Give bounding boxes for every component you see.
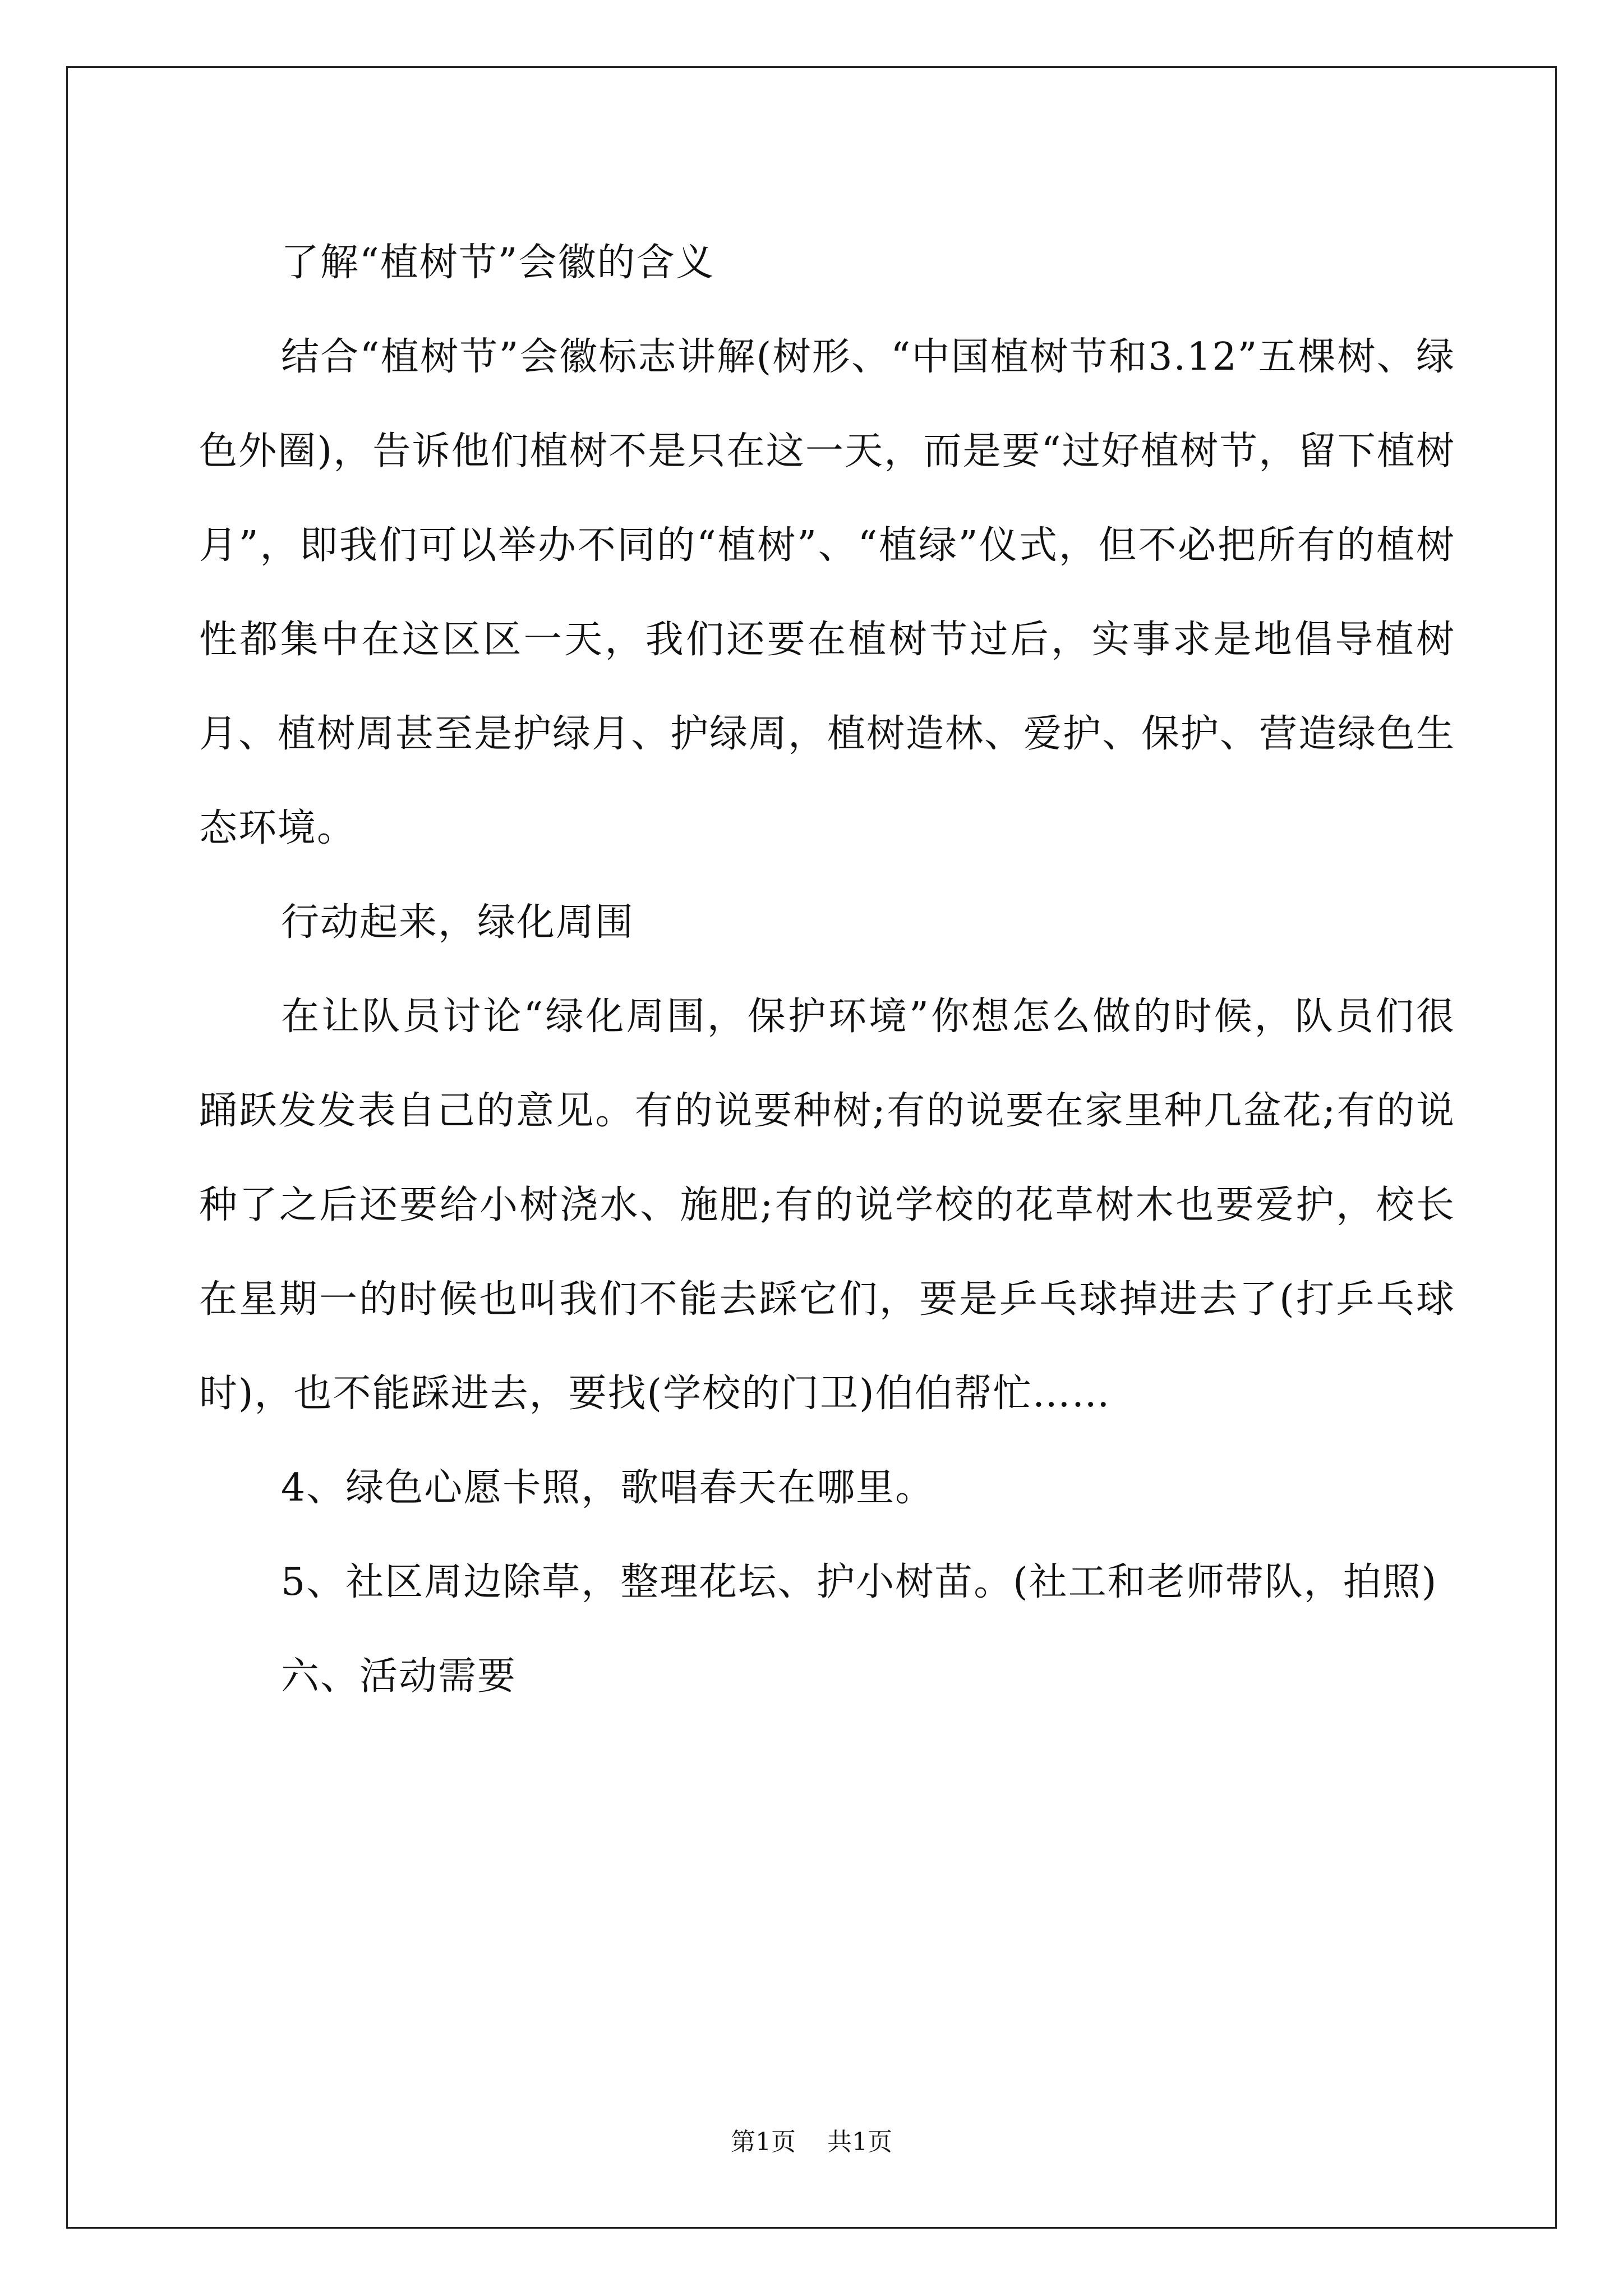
paragraph-discussion: 在让队员讨论“绿化周围，保护环境”你想怎么做的时候，队员们很踊跃发发表自己的意见。有的说要种树;有的说要在家里种几盆花;有的说种了之后还要给小树浇水、施肥;有的说学校的花草树木也要爱护，校长在星期一的时候也叫我们不能去踩它们，要是乒乓球掉进去了(打乒乓球时)，也不能踩进去，要找(学校的门卫)伯伯帮忙…… (199, 995, 1455, 1416)
paragraph-item-4: 4、绿色心愿卡照，歌唱春天在哪里。 (281, 1466, 935, 1510)
page-total: 共1页 (827, 2128, 892, 2156)
paragraph-item-5: 5、社区周边除草，整理花坛、护小树苗。(社工和老师带队，拍照) (281, 1560, 1438, 1604)
page-footer (0, 2122, 1623, 2157)
paragraph-emblem-explanation: 结合“植树节”会徽标志讲解(树形、“中国植树节和3.12”五棵树、绿色外圈)，告诉他们植树不是只在这一天，而是要“过好植树节，留下植树月”，即我们可以举办不同的“植树”、“植绿”仪式，但不必把所有的植树性都集中在这区区一天，我们还要在植树节过后，实事求是地倡导植树月、植树周甚至是护绿月、护绿周，植树造林、爱护、保护、营造绿色生态环境。 (199, 335, 1456, 850)
paragraph-heading-emblem: 了解“植树节”会徽的含义 (281, 241, 715, 285)
document-body (199, 216, 1455, 1724)
paragraph-heading-action: 行动起来，绿化周围 (281, 900, 635, 945)
page-number: 第1页 (731, 2128, 796, 2156)
paragraph-heading-needs: 六、活动需要 (281, 1654, 517, 1699)
